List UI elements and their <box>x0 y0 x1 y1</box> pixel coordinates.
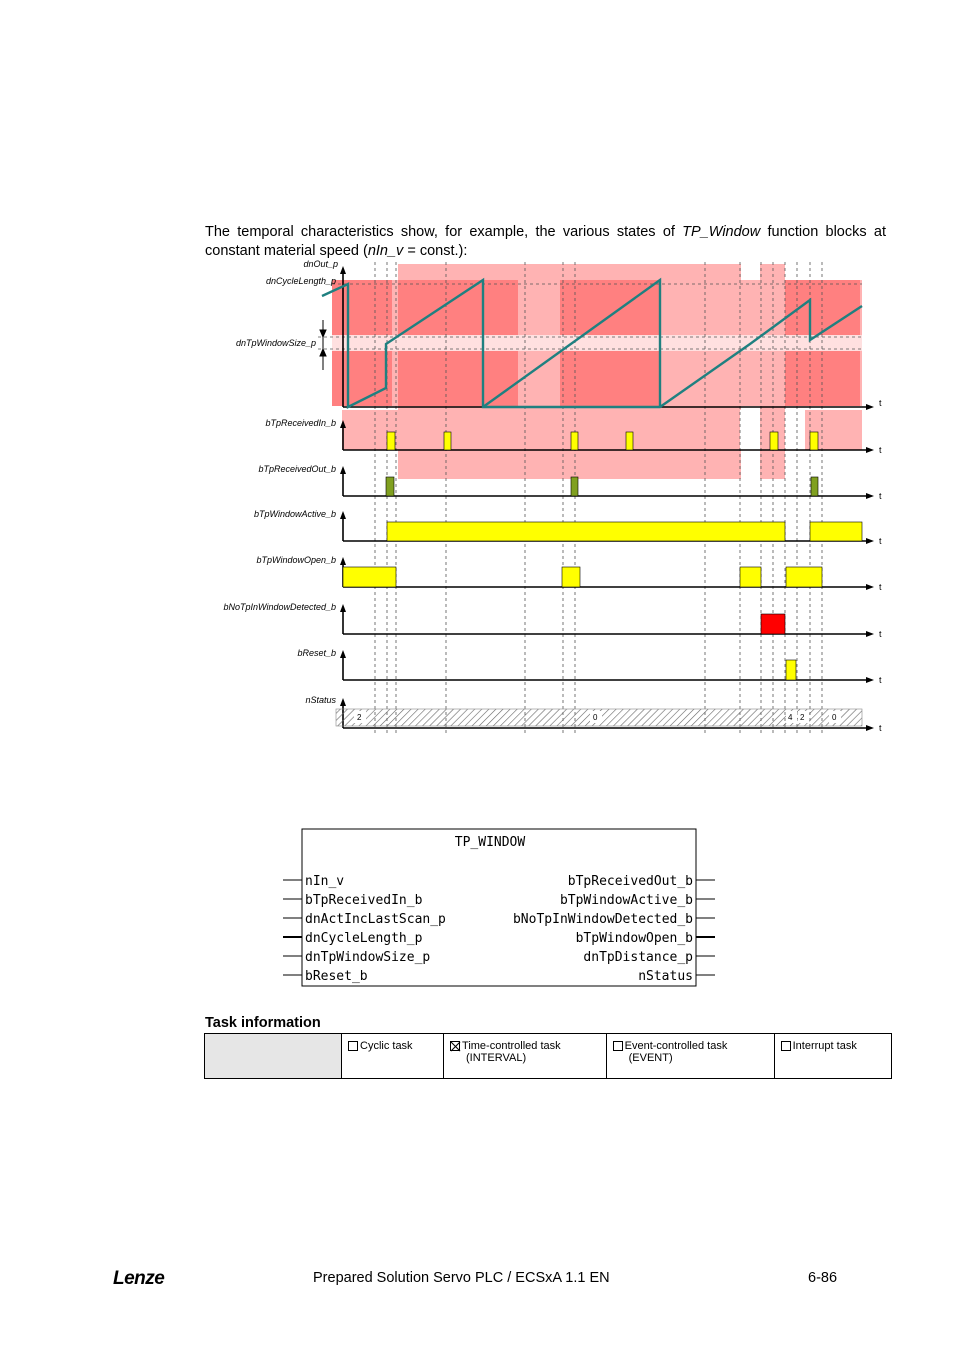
page-number: 6-86 <box>808 1270 838 1286</box>
fb-output: bTpWindowOpen_b <box>575 931 693 946</box>
intro-fb-name: TP_Window <box>682 223 761 240</box>
fb-input: bTpReceivedIn_b <box>305 893 423 908</box>
window-regions <box>332 264 862 479</box>
status-value: 2 <box>800 713 805 722</box>
status-value: 0 <box>593 713 598 722</box>
t-label: t <box>879 675 882 685</box>
interrupt-label: Interrupt task <box>792 1040 857 1052</box>
task-event-cell <box>606 1034 774 1079</box>
fb-input: dnTpWindowSize_p <box>305 950 431 965</box>
footer-document-title: Prepared Solution Servo PLC / ECSxA 1.1 EN <box>313 1270 610 1286</box>
signal-label: nStatus <box>305 695 336 705</box>
fb-input: nIn_v <box>305 874 345 889</box>
status-value: 4 <box>788 713 793 722</box>
event-controlled-sub: (EVENT) <box>628 1052 673 1064</box>
t-label: t <box>879 445 882 455</box>
t-label: t <box>879 536 882 546</box>
intro-text-1: The temporal characteristics show, for example, the various states of <box>205 223 683 240</box>
fb-title: TP_WINDOW <box>454 835 526 850</box>
time-controlled-sub: (INTERVAL) <box>466 1052 527 1064</box>
signal-label: dnTpWindowSize_p <box>236 338 316 348</box>
fb-output: bNoTpInWindowDetected_b <box>512 912 693 927</box>
fb-input: dnCycleLength_p <box>305 931 423 946</box>
intro-var: nIn_v <box>367 242 404 259</box>
t-label: t <box>879 491 882 501</box>
fb-output: dnTpDistance_p <box>583 950 693 965</box>
fb-output: bTpReceivedOut_b <box>567 874 693 889</box>
time-controlled-label: Time-controlled task <box>462 1040 561 1052</box>
intro-text-2: function blocks at constant material speed ( <box>205 223 886 259</box>
timing-diagram <box>0 250 954 740</box>
task-time-cell <box>444 1034 607 1079</box>
fb-output: bTpWindowActive_b <box>559 893 693 908</box>
status-value: 0 <box>832 713 837 722</box>
signal-labels <box>224 259 338 705</box>
function-block-diagram <box>0 820 954 995</box>
event-controlled-checkbox[interactable] <box>613 1041 623 1051</box>
event-controlled-label: Event-controlled task <box>624 1040 728 1052</box>
t-label: t <box>879 582 882 592</box>
lenze-logo: Lenze <box>113 1268 165 1289</box>
signal-label: bTpReceivedOut_b <box>258 464 336 474</box>
signal-label: bReset_b <box>297 648 336 658</box>
time-axis-labels <box>879 398 882 733</box>
task-label-cell <box>205 1034 342 1079</box>
t-label: t <box>879 398 882 408</box>
interrupt-checkbox[interactable] <box>781 1041 791 1051</box>
signal-label: dnOut_p <box>303 259 338 269</box>
cyclic-checkbox[interactable] <box>348 1041 358 1051</box>
window-size-bracket <box>320 320 326 370</box>
signal-label: bNoTpInWindowDetected_b <box>223 602 336 612</box>
task-info-title: Task information <box>205 1015 321 1031</box>
fb-input: bReset_b <box>305 969 368 984</box>
task-interrupt-cell <box>774 1034 891 1079</box>
t-label: t <box>879 629 882 639</box>
fb-output: nStatus <box>638 969 693 984</box>
signal-label: bTpWindowActive_b <box>254 509 336 519</box>
signal-label: bTpReceivedIn_b <box>265 418 336 428</box>
t-label: t <box>879 723 882 733</box>
task-cyclic-cell <box>342 1034 444 1079</box>
status-value: 2 <box>357 713 362 722</box>
fb-input: dnActIncLastScan_p <box>305 912 446 927</box>
task-info-table <box>204 1033 892 1079</box>
intro-text-3: = const.): <box>403 242 468 259</box>
signal-label: dnCycleLength_p <box>265 276 336 286</box>
time-controlled-checkbox[interactable] <box>450 1041 460 1051</box>
signal-label: bTpWindowOpen_b <box>256 555 336 565</box>
cyclic-label: Cyclic task <box>360 1040 413 1052</box>
